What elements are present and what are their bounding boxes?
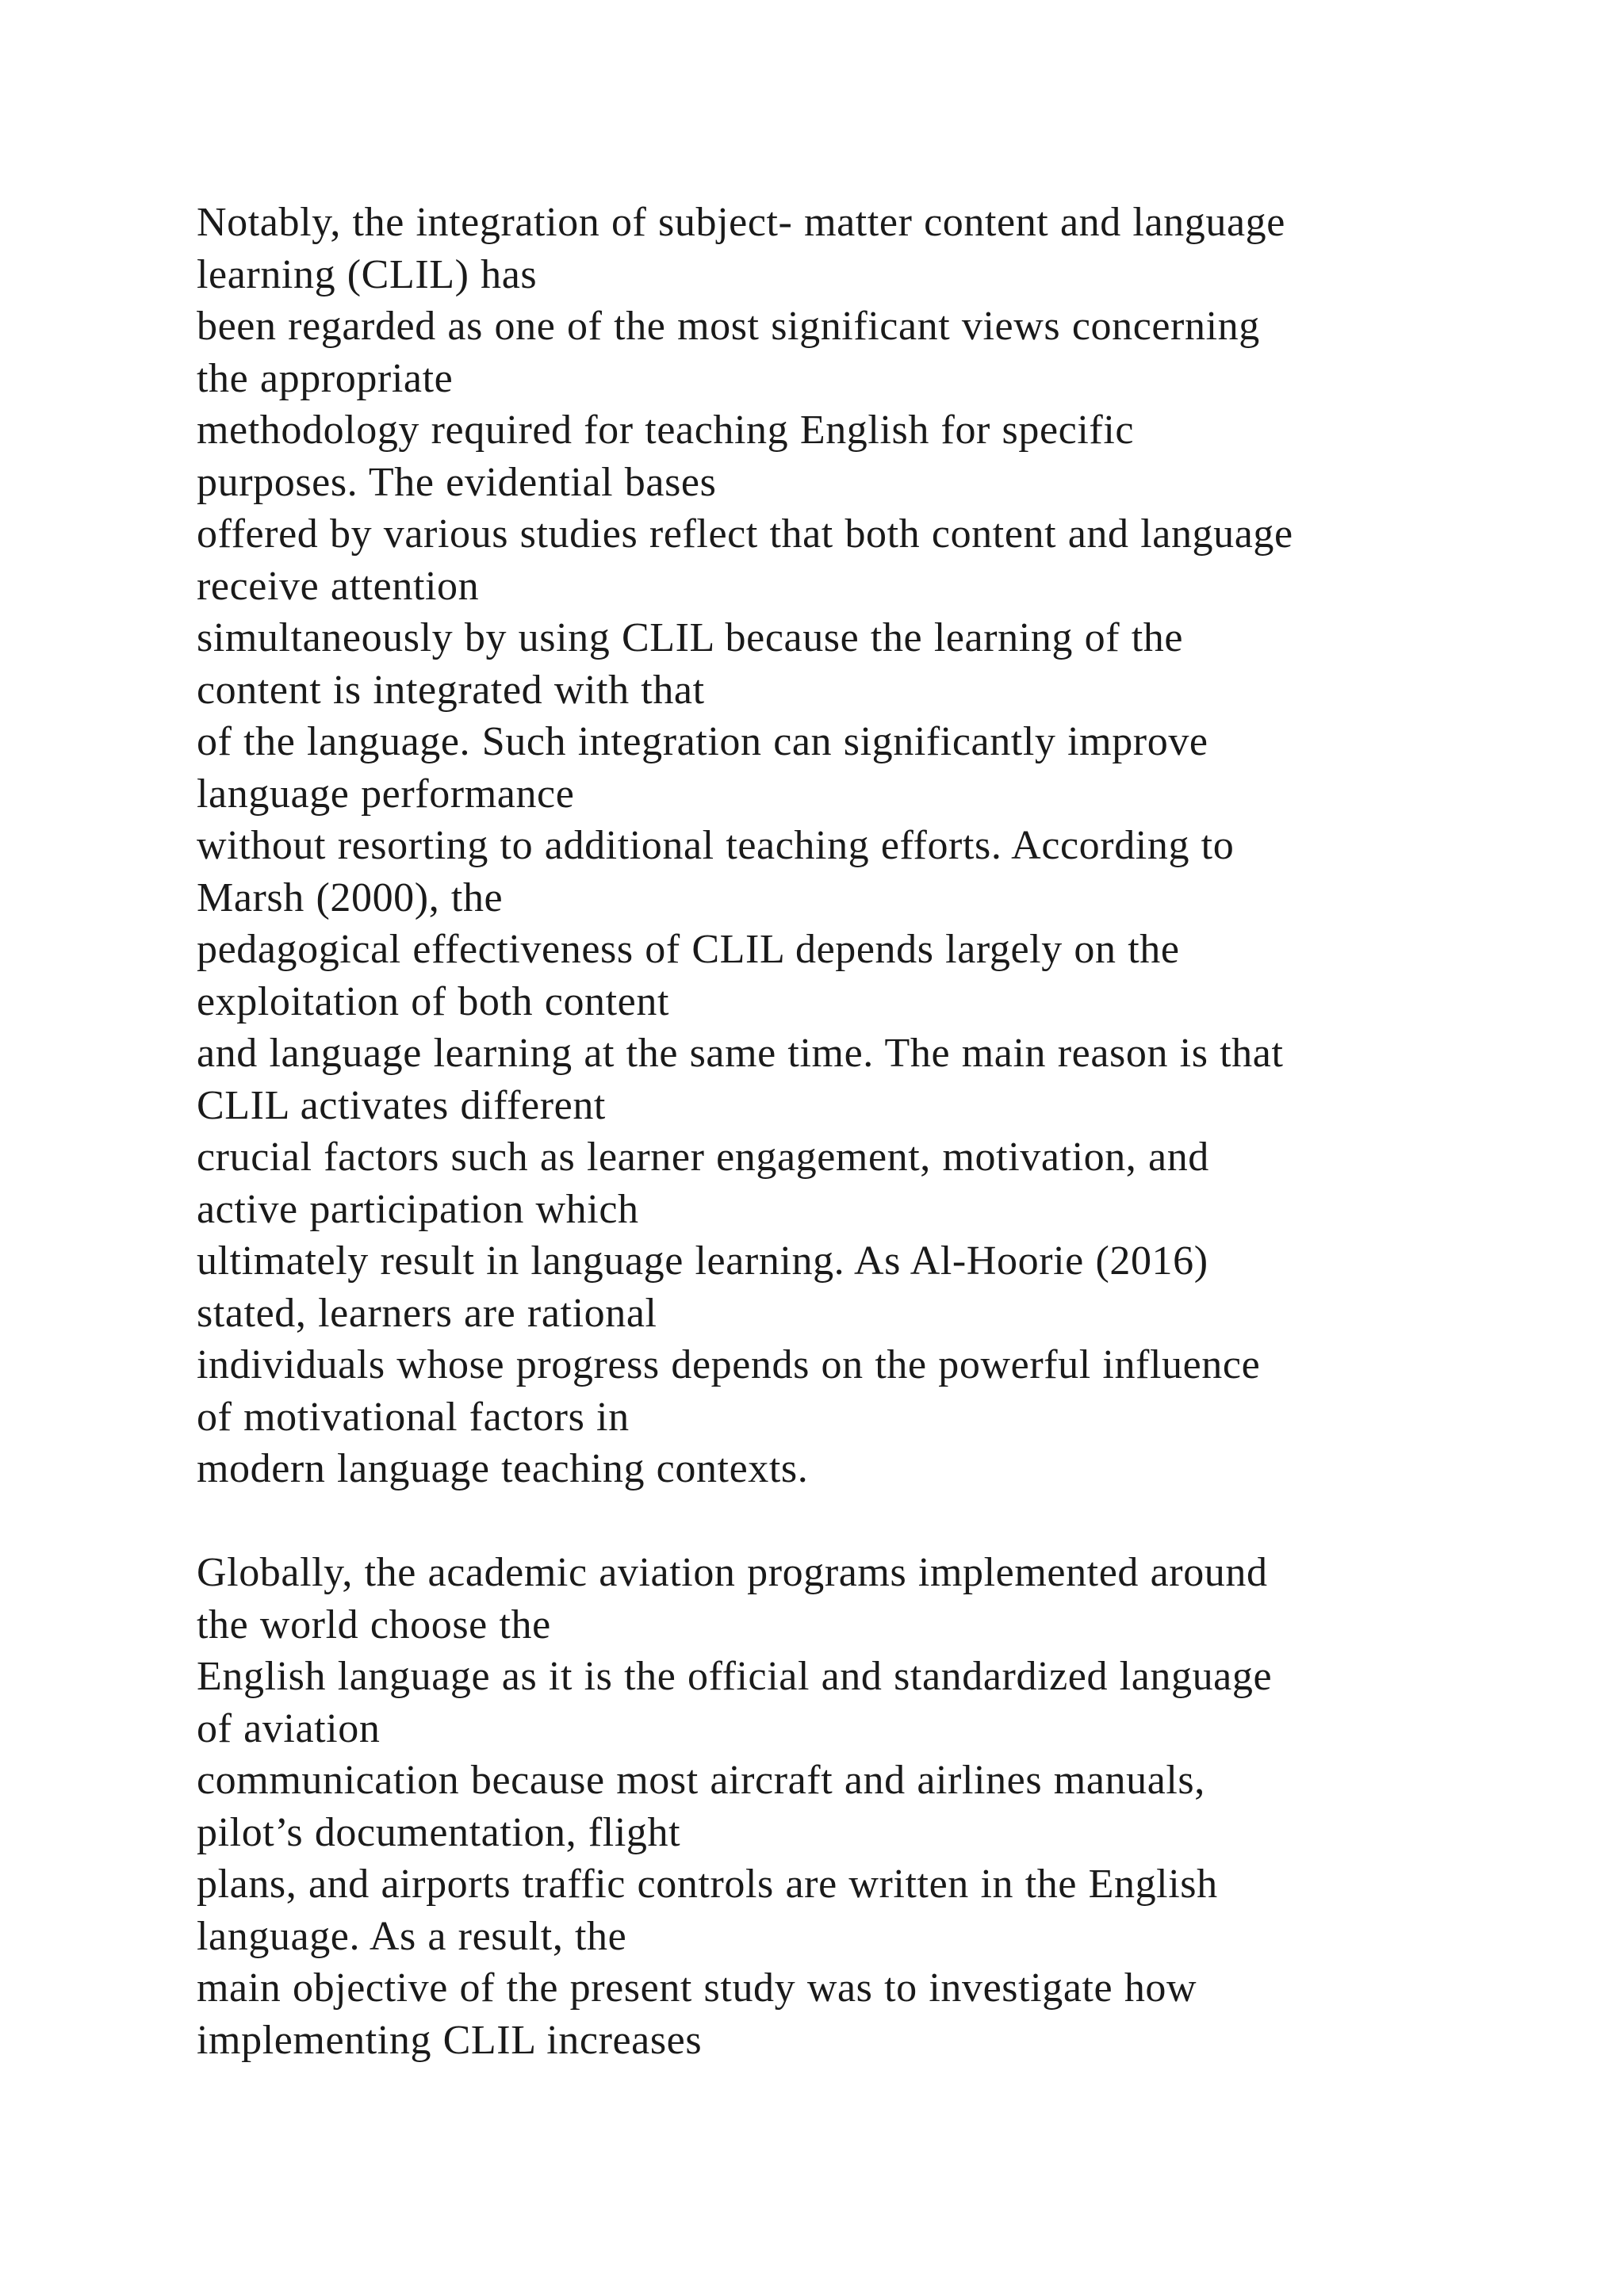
text-line: ultimately result in language learning. As Al-Hoorie (2016)	[197, 1238, 1208, 1284]
text-line: methodology required for teaching English for specific	[197, 408, 1135, 453]
text-line: implementing CLIL increases	[197, 2017, 703, 2063]
text-line: language. As a result, the	[197, 1913, 627, 1959]
text-line: communication because most aircraft and airlines manuals,	[197, 1758, 1205, 1803]
text-line: of aviation	[197, 1705, 381, 1751]
text-line: offered by various studies reflect that both content and language	[197, 511, 1293, 557]
text-line: CLIL activates different	[197, 1082, 606, 1128]
text-line: crucial factors such as learner engagement, motivation, and	[197, 1135, 1209, 1180]
text-line: language performance	[197, 771, 575, 817]
paragraph-2	[197, 1547, 1592, 2066]
text-line: the world choose the	[197, 1601, 551, 1647]
text-line: Globally, the academic aviation programs implemented around	[197, 1550, 1268, 1595]
text-line: without resorting to additional teaching efforts. According to	[197, 823, 1235, 868]
text-line: learning (CLIL) has	[197, 251, 538, 297]
text-line: been regarded as one of the most significant views concerning	[197, 304, 1260, 349]
text-line: simultaneously by using CLIL because the learning of the	[197, 615, 1184, 660]
text-line: of motivational factors in	[197, 1394, 630, 1440]
text-line: English language as it is the official and standardized language	[197, 1654, 1273, 1699]
text-line: Notably, the integration of subject- matter content and language	[197, 200, 1285, 245]
paragraph-1	[197, 197, 1592, 1495]
text-line: pedagogical effectiveness of CLIL depends largely on the	[197, 927, 1180, 972]
text-line: plans, and airports traffic controls are written in the English	[197, 1862, 1218, 1907]
text-line: main objective of the present study was to investigate how	[197, 1965, 1197, 2011]
text-line: exploitation of both content	[197, 978, 670, 1024]
document-body	[197, 197, 1592, 2066]
paragraph-gap	[197, 1495, 1592, 1548]
text-line: pilot’s documentation, flight	[197, 1809, 681, 1855]
text-line: individuals whose progress depends on the powerful influence	[197, 1342, 1261, 1387]
text-line: the appropriate	[197, 355, 454, 401]
text-line: content is integrated with that	[197, 667, 705, 713]
text-line: and language learning at the same time. The main reason is that	[197, 1031, 1284, 1076]
text-line: purposes. The evidential bases	[197, 459, 717, 505]
text-line: modern language teaching contexts.	[197, 1446, 809, 1491]
text-line: of the language. Such integration can significantly improve	[197, 719, 1208, 764]
text-line: Marsh (2000), the	[197, 874, 504, 920]
text-line: stated, learners are rational	[197, 1290, 657, 1336]
text-line: receive attention	[197, 563, 480, 609]
text-line: active participation which	[197, 1186, 639, 1232]
